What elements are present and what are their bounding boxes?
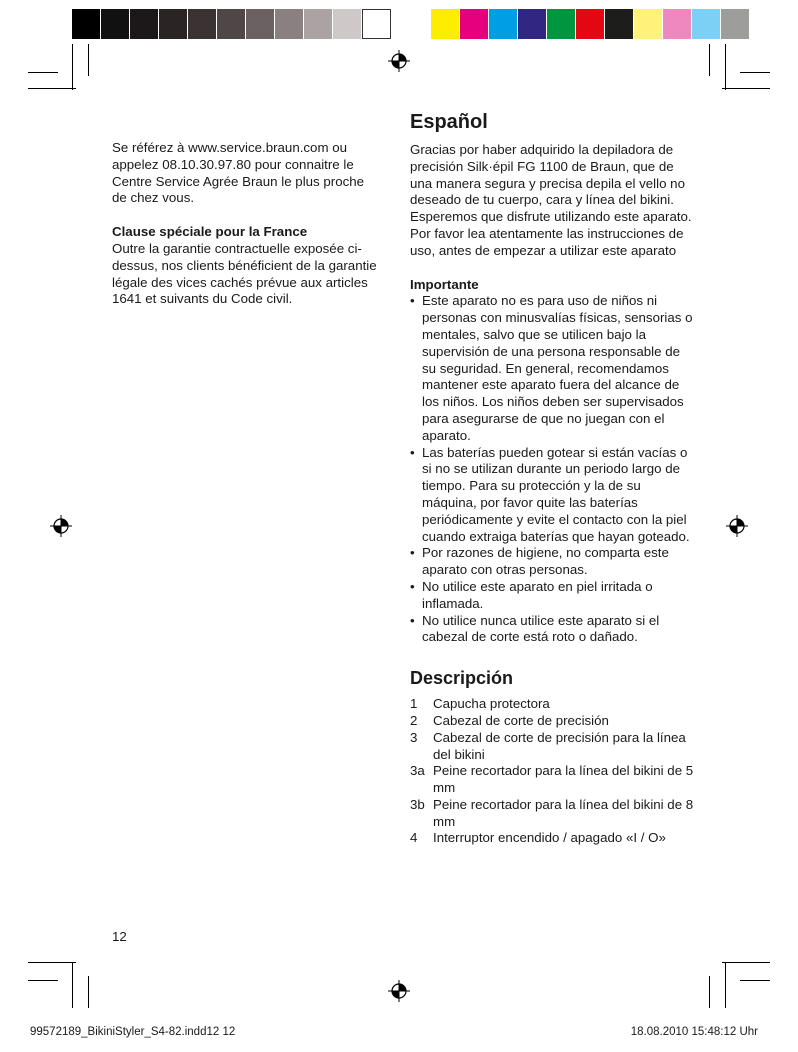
- instructions-paragraph: Por favor lea atentamente las instrucciones de uso, antes de empezar a utilizar este aparato: [410, 225, 684, 258]
- crop-mark: [88, 44, 89, 76]
- color-swatch: [634, 9, 663, 39]
- crop-mark: [72, 962, 73, 1008]
- part-label: Cabezal de corte de precisión para la línea del bikini: [433, 729, 686, 762]
- list-item: [410, 763, 695, 797]
- color-swatch: [576, 9, 605, 39]
- color-swatch: [692, 9, 721, 39]
- list-item: • No utilice nunca utilice este aparato si el cabezal de corte está roto o dañado.: [410, 613, 695, 647]
- color-swatch: [547, 9, 576, 39]
- list-item: • No utilice este aparato en piel irritada o inflamada.: [410, 579, 695, 613]
- part-number: 1: [410, 696, 418, 712]
- color-swatch: [101, 9, 130, 39]
- crop-mark: [28, 88, 76, 89]
- part-number: 3: [410, 729, 418, 745]
- color-swatch: [188, 9, 217, 39]
- part-label: Cabezal de corte de precisión: [433, 712, 609, 728]
- crop-mark: [72, 44, 73, 90]
- registration-mark-icon: [726, 515, 748, 537]
- color-swatch: [159, 9, 188, 39]
- part-number: 3b: [410, 796, 425, 812]
- gray-swatches: [72, 9, 391, 39]
- crop-mark: [722, 88, 770, 89]
- part-label: Peine recortador para la línea del bikini de 8 mm: [433, 796, 694, 829]
- color-swatch: [72, 9, 101, 39]
- crop-mark: [725, 44, 726, 90]
- color-swatch: [304, 9, 333, 39]
- page-number: 12: [112, 929, 127, 944]
- crop-mark: [709, 976, 710, 1008]
- part-label: Capucha protectora: [433, 696, 550, 712]
- registration-mark-icon: [388, 980, 410, 1002]
- color-swatch: [721, 9, 750, 39]
- description-heading: Descripción: [410, 668, 514, 689]
- crop-mark: [709, 44, 710, 76]
- french-column: [112, 140, 382, 308]
- color-swatch: [130, 9, 159, 39]
- part-number: 2: [410, 712, 418, 728]
- color-swatch: [489, 9, 518, 39]
- list-item: • Las baterías pueden gotear si están vacías o si no se utilizan durante un periodo largo de tiempo. Para su protección y la de su máquina, por favor quite las baterías periódicamente y evite el contacto con la piel cuando extraiga baterías que hayan goteado.: [410, 445, 695, 546]
- crop-mark: [740, 72, 770, 73]
- crop-mark: [725, 962, 726, 1008]
- color-calibration-bar: [72, 9, 750, 39]
- part-number: 3a: [410, 763, 425, 779]
- list-item: [410, 830, 695, 847]
- color-swatch: [431, 9, 460, 39]
- part-label: Peine recortador para la línea del bikini de 5 mm: [433, 763, 694, 796]
- list-item: • Por razones de higiene, no comparta este aparato con otras personas.: [410, 545, 695, 579]
- registration-mark-icon: [50, 515, 72, 537]
- clause-paragraph: Outre la garantie contractuelle exposée ci-dessus, nos clients bénéficient de la garantie légale des vices cachés prévue aux articles 1641 et suivants du Code civil.: [112, 240, 377, 307]
- crop-mark: [88, 976, 89, 1008]
- crop-mark: [28, 962, 76, 963]
- crop-mark: [28, 72, 58, 73]
- color-swatch: [217, 9, 246, 39]
- color-swatch: [333, 9, 362, 39]
- color-swatch: [518, 9, 547, 39]
- footer-timestamp: 18.08.2010 15:48:12 Uhr: [630, 1026, 758, 1038]
- service-paragraph: Se référez à www.service.braun.com ou appelez 08.10.30.97.80 pour connaitre le Centre Service Agrée Braun le plus proche de chez vous.: [112, 140, 365, 206]
- clause-heading: Clause spéciale pour la France: [112, 224, 308, 240]
- color-swatch: [246, 9, 275, 39]
- color-swatch: [362, 9, 391, 39]
- part-number: 4: [410, 830, 418, 846]
- color-swatch: [663, 9, 692, 39]
- spanish-column: [410, 109, 695, 847]
- crop-mark: [740, 980, 770, 981]
- registration-mark-icon: [388, 50, 410, 72]
- color-swatches: [431, 9, 750, 39]
- intro-paragraph: Gracias por haber adquirido la depiladora de precisión Silk·épil FG 1100 de Braun, que de una manera segura y precisa depila el vello no deseado de tu cuerpo, cara y línea del bikini. Esperemos que disfrute utilizando este aparato.: [410, 142, 692, 225]
- list-item: [410, 713, 695, 730]
- list-item: [410, 696, 695, 713]
- color-swatch: [460, 9, 489, 39]
- crop-mark: [722, 962, 770, 963]
- section-title: Español: [410, 111, 488, 133]
- part-label: Interruptor encendido / apagado «I / O»: [433, 830, 666, 846]
- list-item: [410, 730, 695, 764]
- parts-list: [410, 696, 695, 847]
- color-swatch: [605, 9, 634, 39]
- footer-filename: 99572189_BikiniStyler_S4-82.indd12 12: [30, 1026, 236, 1038]
- important-heading: Importante: [410, 276, 479, 292]
- color-swatch: [275, 9, 304, 39]
- list-item: [410, 797, 695, 831]
- crop-mark: [28, 980, 58, 981]
- safety-list: [410, 293, 695, 646]
- list-item: • Este aparato no es para uso de niños ni personas con minusvalías físicas, sensorias o mentales, salvo que se utilicen bajo la supervisión de una persona responsable de su seguridad. En general, recomendamos mantener este aparato fuera del alcance de los niños. Los niños deben ser supervisados para asegurarse de que no juegan con el aparato.: [410, 293, 695, 444]
